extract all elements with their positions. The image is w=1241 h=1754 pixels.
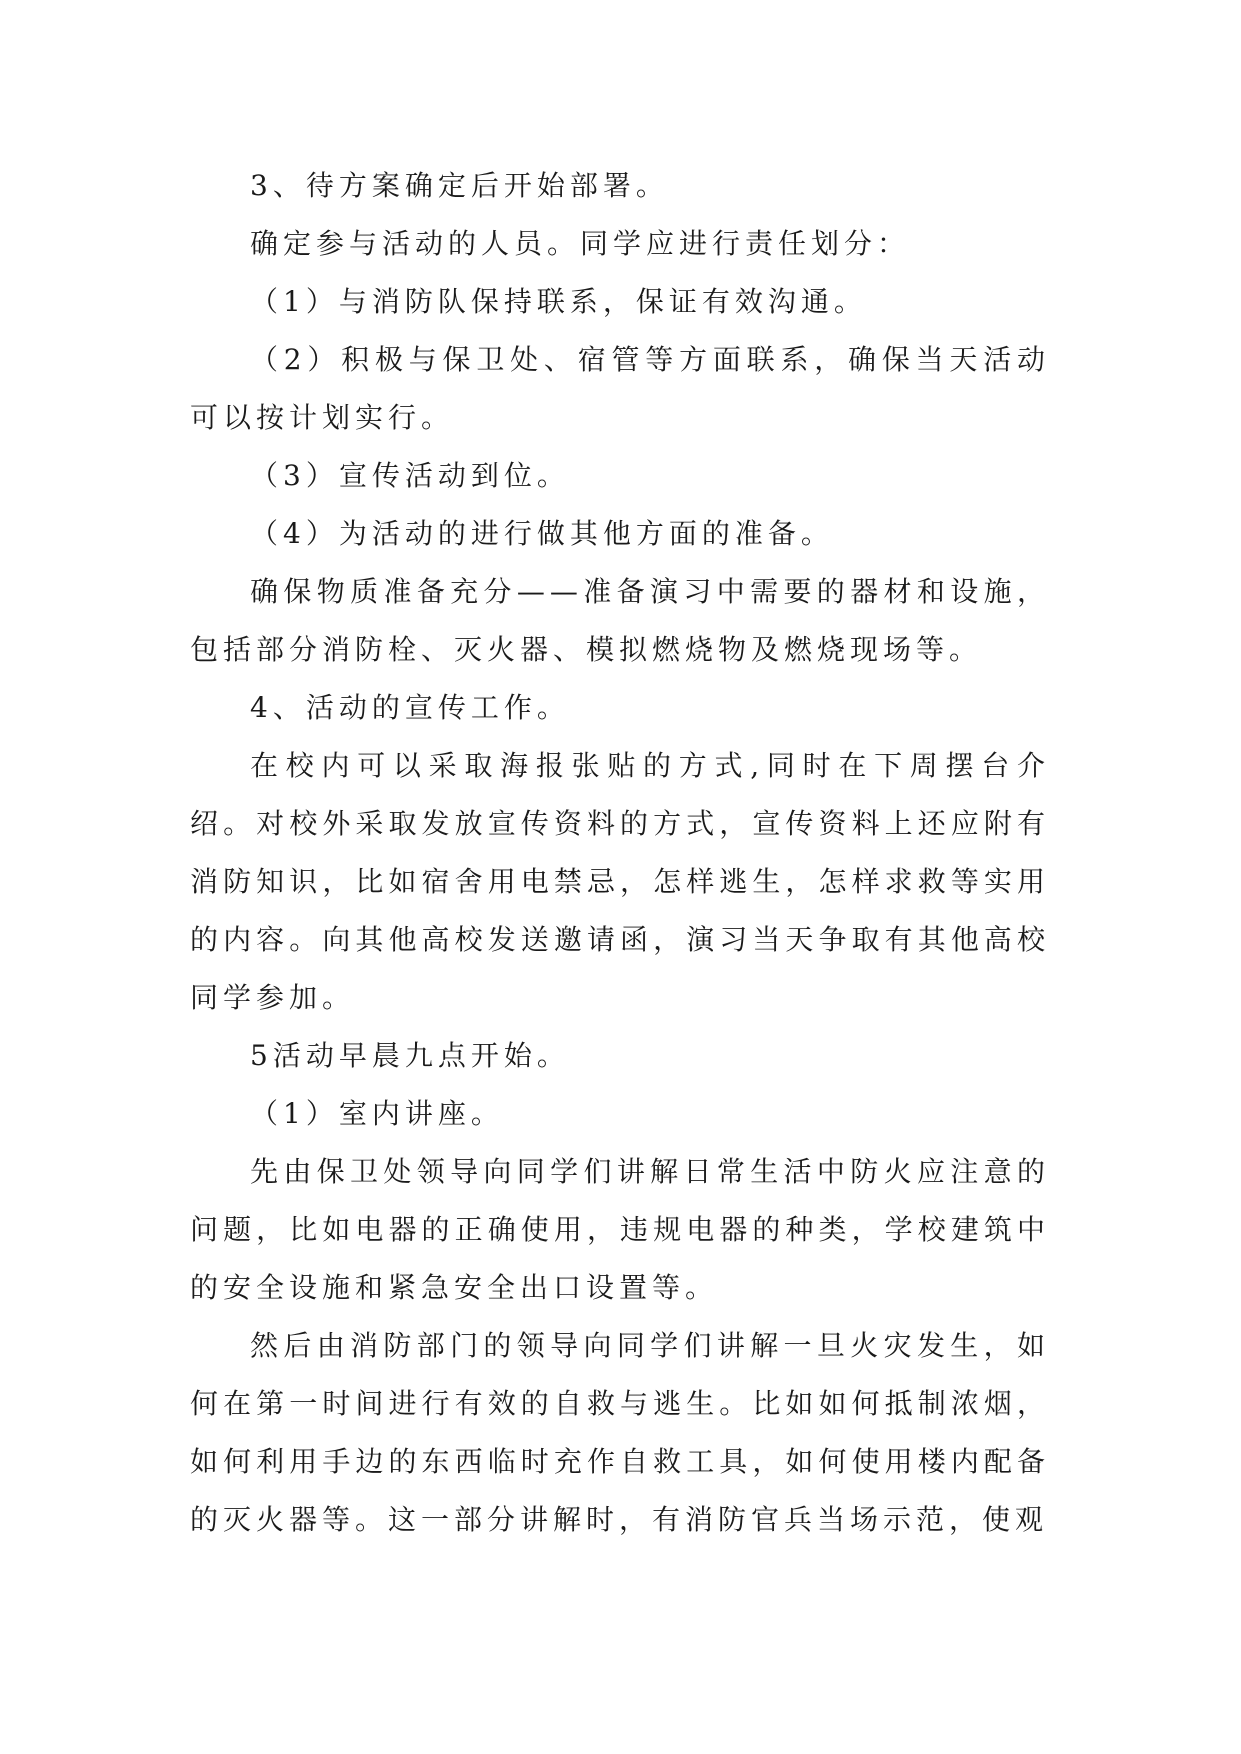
paragraph-material-preparation: 确保物质准备充分——准备演习中需要的器材和设施，包括部分消防栓、灭火器、模拟燃烧物及燃烧现场等。 <box>190 575 1050 666</box>
paragraph-item-1-contact-fire-team: （1）与消防队保持联系，保证有效沟通。 <box>250 285 867 318</box>
paragraph-item-4-preparation: （4）为活动的进行做其他方面的准备。 <box>250 517 834 550</box>
document-body <box>190 157 1050 1549</box>
paragraph-item-2-contact-security: （2）积极与保卫处、宿管等方面联系，确保当天活动可以按计划实行。 <box>190 343 1050 434</box>
paragraph-step-4-heading: 4、活动的宣传工作。 <box>250 691 570 724</box>
paragraph-participants: 确定参与活动的人员。同学应进行责任划分： <box>250 227 911 260</box>
paragraph-step-3-heading: 3、待方案确定后开始部署。 <box>250 169 669 202</box>
paragraph-fire-department-lecture: 然后由消防部门的领导向同学们讲解一旦火灾发生，如何在第一时间进行有效的自救与逃生。比如如何抵制浓烟，如何利用手边的东西临时充作自救工具，如何使用楼内配备的灭火器等。这一部分讲解时，有消防官兵当场示范，使观 <box>190 1329 1050 1536</box>
paragraph-indoor-lecture: （1）室内讲座。 <box>250 1097 504 1130</box>
paragraph-step-5-heading: 5活动早晨九点开始。 <box>250 1039 570 1072</box>
paragraph-security-lecture: 先由保卫处领导向同学们讲解日常生活中防火应注意的问题，比如电器的正确使用，违规电器的种类，学校建筑中的安全设施和紧急安全出口设置等。 <box>190 1155 1050 1304</box>
paragraph-item-3-publicity: （3）宣传活动到位。 <box>250 459 570 492</box>
paragraph-publicity-details: 在校内可以采取海报张贴的方式,同时在下周摆台介绍。对校外采取发放宣传资料的方式，宣传资料上还应附有消防知识，比如宿舍用电禁忌，怎样逃生，怎样求救等实用的内容。向其他高校发送邀请函，演习当天争取有其他高校同学参加。 <box>190 749 1050 1014</box>
